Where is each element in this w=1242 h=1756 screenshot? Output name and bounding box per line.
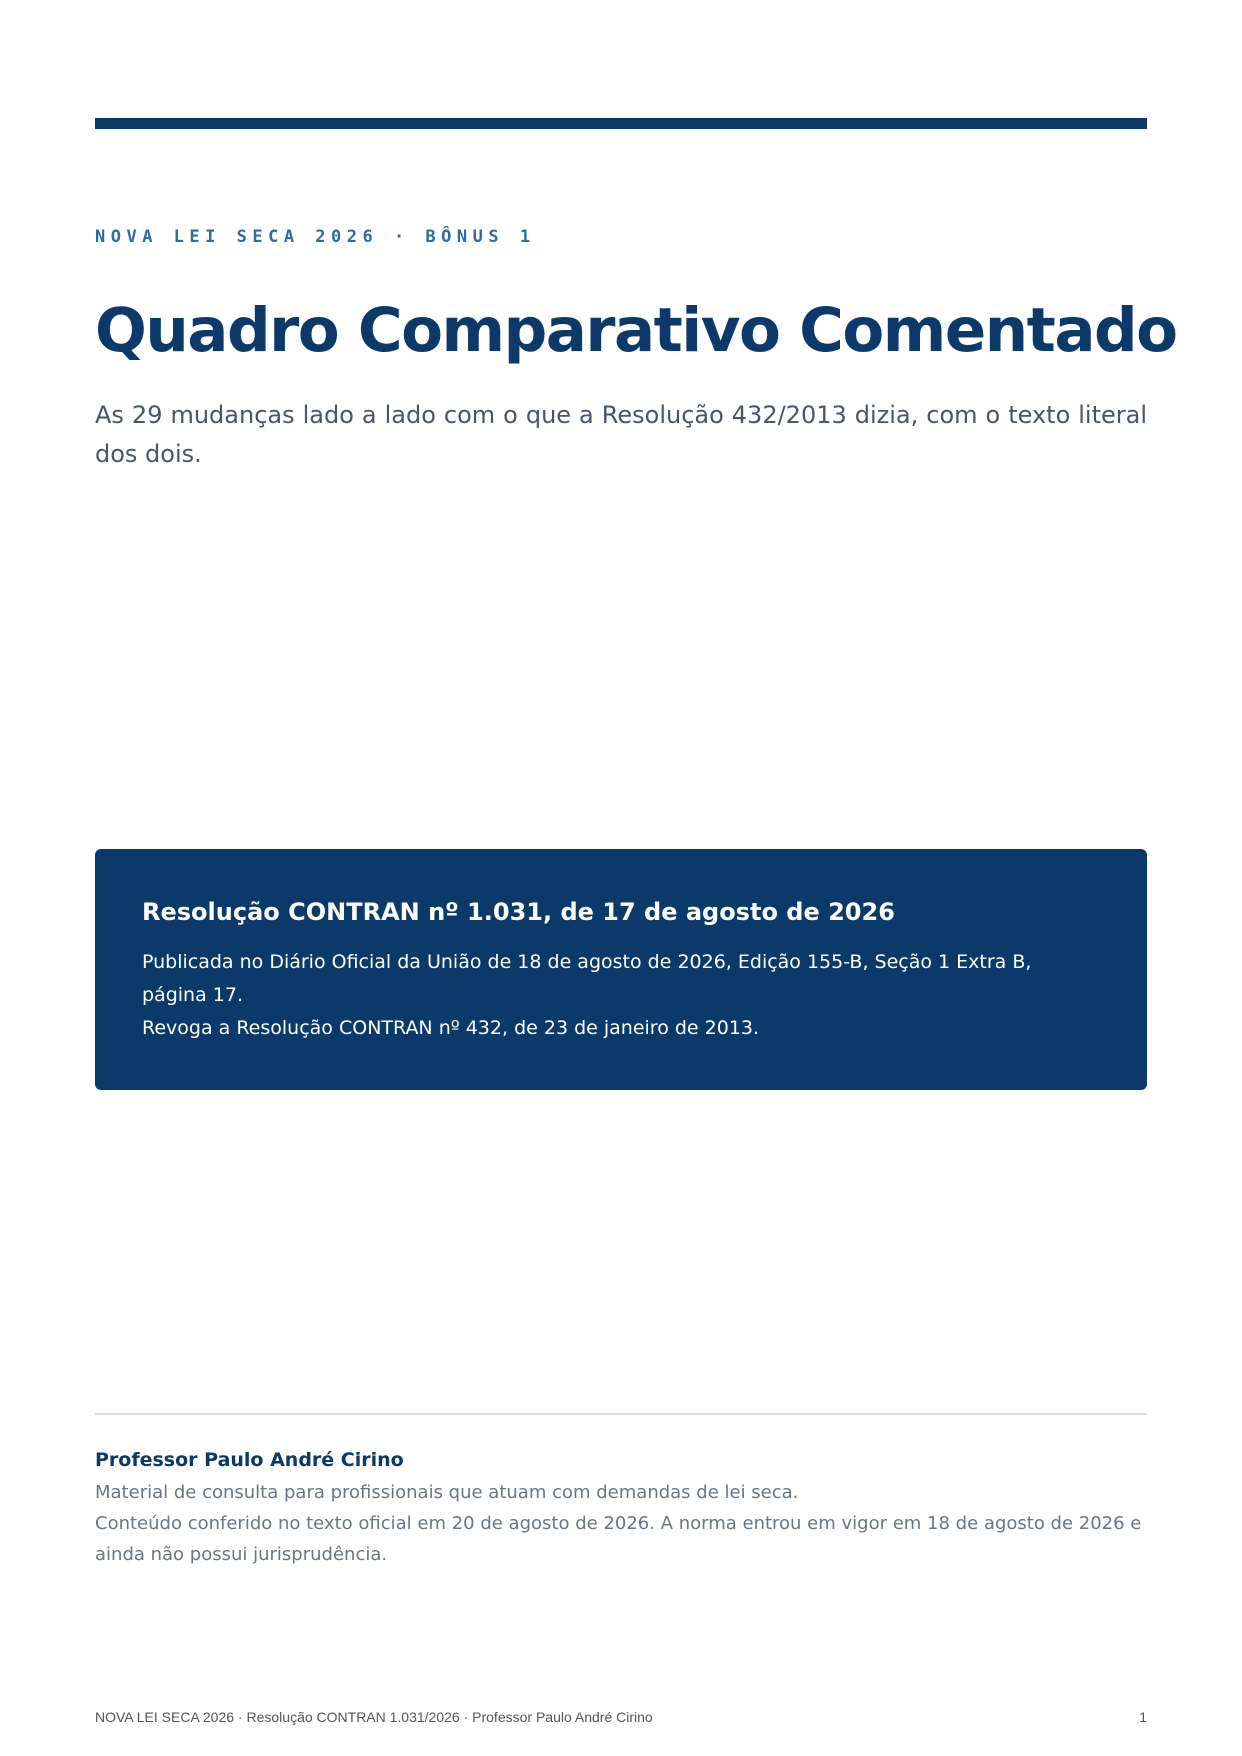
top-rule xyxy=(95,118,1147,129)
page-title: Quadro Comparativo Comentado xyxy=(95,295,1177,366)
author-note xyxy=(95,1477,1147,1570)
footer-divider xyxy=(95,1413,1147,1415)
kicker: NOVA LEI SECA 2026 · BÔNUS 1 xyxy=(95,227,536,247)
note-line-verification: Conteúdo conferido no texto oficial em 20 de agosto de 2026. A norma entrou em vigor em 18 de agosto de 2026 e ainda não possui jurisprudência. xyxy=(95,1513,1142,1565)
page-subtitle: As 29 mudanças lado a lado com o que a Resolução 432/2013 dizia, com o texto literal dos dois. xyxy=(95,401,1147,468)
resolution-info-box xyxy=(95,849,1147,1090)
note-line-purpose: Material de consulta para profissionais que atuam com demandas de lei seca. xyxy=(95,1482,799,1503)
revocation-info: Revoga a Resolução CONTRAN nº 432, de 23 de janeiro de 2013. xyxy=(142,1017,760,1039)
publication-info: Publicada no Diário Oficial da União de 18 de agosto de 2026, Edição 155-B, Seção 1 Extra B, página 17. xyxy=(142,951,1032,1006)
author-name: Professor Paulo André Cirino xyxy=(95,1449,404,1471)
running-footer-text: NOVA LEI SECA 2026 · Resolução CONTRAN 1.031/2026 · Professor Paulo André Cirino xyxy=(95,1709,653,1725)
page-number: 1 xyxy=(1139,1709,1147,1725)
page-footer xyxy=(95,1708,1147,1726)
resolution-title: Resolução CONTRAN nº 1.031, de 17 de agosto de 2026 xyxy=(142,898,895,926)
